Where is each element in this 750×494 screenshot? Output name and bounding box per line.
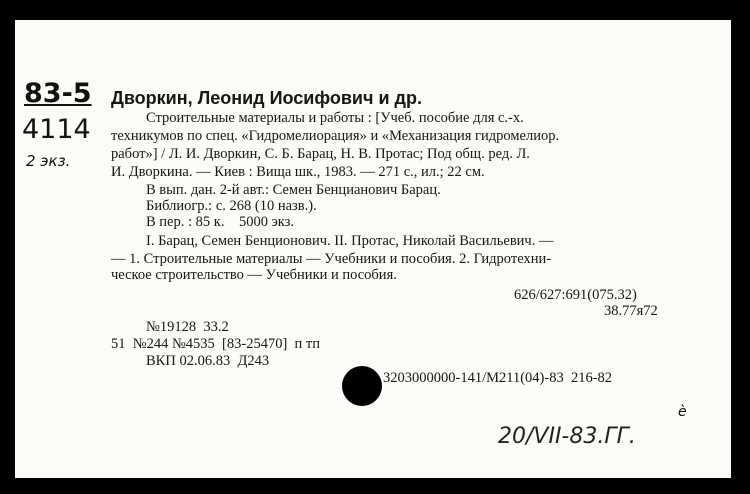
body-line: — 1. Строительные материалы — Учебники и пособия. 2. Гидротехни- [111,251,552,267]
vkp-line: ВКП 02.06.83 Д243 [146,353,270,369]
corner-mark: ѐ [678,404,687,420]
udc-code: 626/627:691(075.32) [514,287,637,303]
body-line: I. Барац, Семен Бенционович. II. Протас, Николай Васильевич. — [146,233,554,249]
body-line: работ»] / Л. И. Дворкин, С. Б. Барац, Н. В. Протас; Под общ. ред. Л. [111,146,530,162]
inventory-number: 4114 [22,114,91,145]
body-line: Строительные материалы и работы : [Учеб. пособие для с.-х. [146,110,524,126]
date-note: 20/VII-83.ГГ. [498,424,636,449]
index-code: 3203000000-141/М211(04)-83 216-82 [383,370,613,386]
order-line: 51 №244 №4535 [83-25470] п тп [111,336,321,352]
bbk-code: 38.77я72 [604,303,658,319]
punch-hole [342,366,382,406]
body-line: В вып. дан. 2-й авт.: Семен Бенцианович Барац. [146,182,441,198]
body-line: ческое строительство — Учебники и пособия. [111,267,397,283]
body-line: И. Дворкина. — Киев : Вища шк., 1983. — 271 с., ил.; 22 см. [111,164,485,180]
body-line: техникумов по спец. «Гидромелиорация» и «Механизация гидромелиор. [111,128,560,144]
body-line: Библиогр.: с. 268 (10 назв.). [146,198,317,214]
shelf-mark: 83-5 [24,78,92,109]
author-heading: Дворкин, Леонид Иосифович и др. [111,88,422,108]
body-line: В пер. : 85 к. 5000 экз. [146,214,294,230]
card-number: №19128 33.2 [146,319,229,335]
copies-note: 2 экз. [26,152,71,170]
